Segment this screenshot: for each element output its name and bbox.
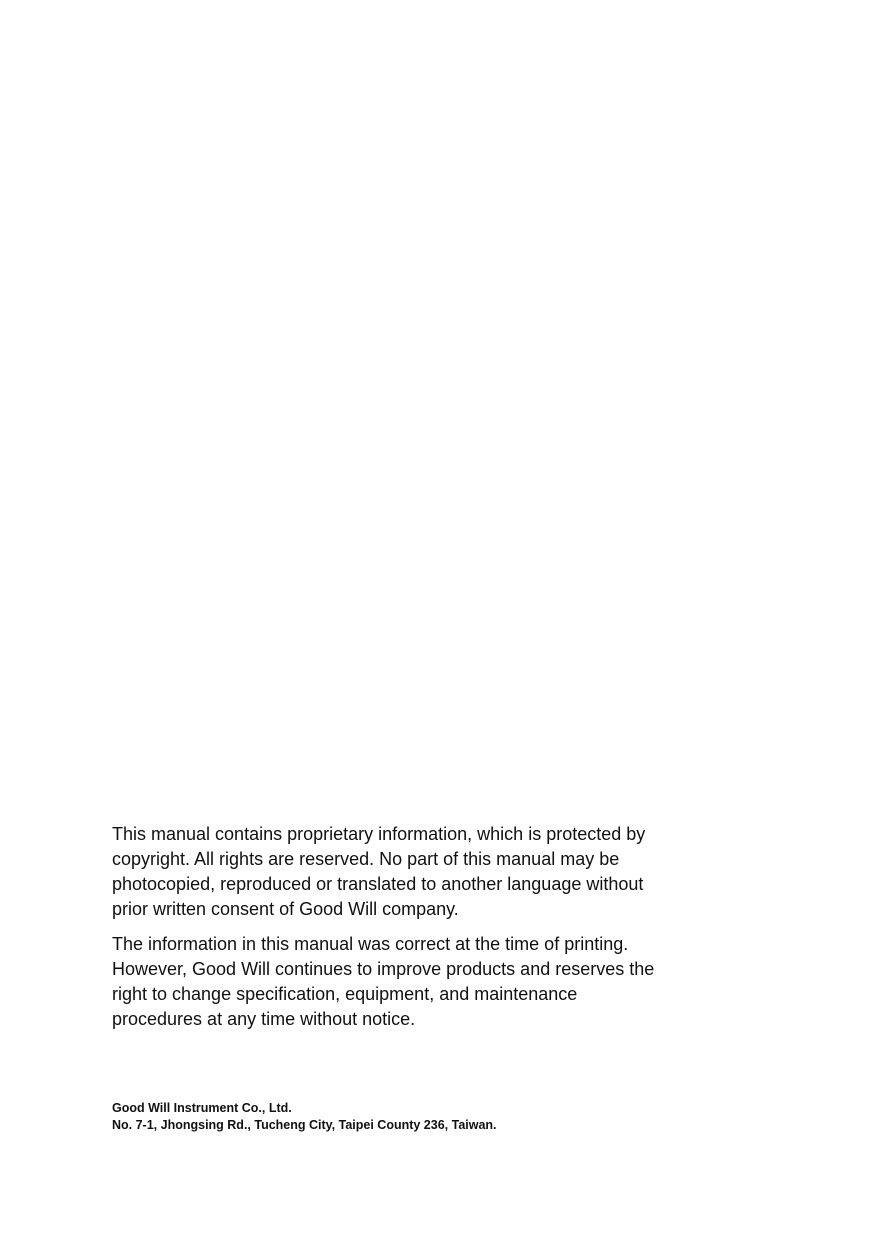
company-info	[112, 1100, 712, 1134]
company-address: No. 7-1, Jhongsing Rd., Tucheng City, Taipei County 236, Taiwan.	[112, 1118, 497, 1132]
copyright-notice	[112, 822, 722, 1042]
specification-change-paragraph: The information in this manual was correct at the time of printing. However, Good Will continues to improve products and reserves the right to change specification, equipment, and maintenance procedures at any time without notice.	[112, 934, 655, 1029]
proprietary-notice-paragraph: This manual contains proprietary information, which is protected by copyright. All rights are reserved. No part of this manual may be photocopied, reproduced or translated to another language without prior written consent of Good Will company.	[112, 824, 646, 919]
company-name: Good Will Instrument Co., Ltd.	[112, 1101, 292, 1115]
